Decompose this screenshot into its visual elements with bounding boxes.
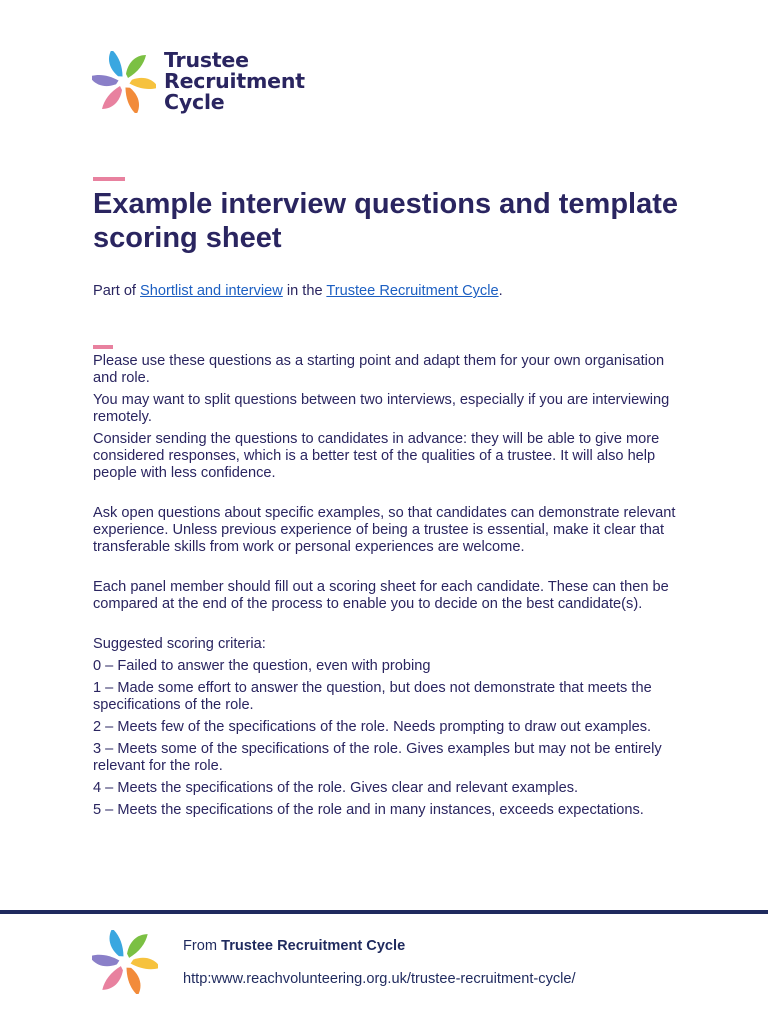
shortlist-interview-link[interactable]: Shortlist and interview xyxy=(140,283,283,299)
criteria-item-2: 2 – Meets few of the specifications of the role. Needs prompting to draw out examples. xyxy=(93,719,652,735)
footer-from-prefix: From xyxy=(183,938,222,954)
paragraph-split-interviews: You may want to split questions between two interviews, especially if you are interviewing remotely. xyxy=(93,392,670,425)
footer-rule xyxy=(0,910,768,914)
paragraph-adapt-questions: Please use these questions as a starting point and adapt them for your own organisation and role. xyxy=(93,353,665,386)
logo-line-1: Trustee xyxy=(164,48,249,72)
logo-wordmark xyxy=(164,50,305,113)
criteria-heading: Suggested scoring criteria: xyxy=(93,636,266,652)
footer-url: http:www.reachvolunteering.org.uk/trustee-recruitment-cycle/ xyxy=(183,971,576,987)
criteria-item-5: 5 – Meets the specifications of the role and in many instances, exceeds expectations. xyxy=(93,802,644,818)
paragraph-scoring-sheet: Each panel member should fill out a scoring sheet for each candidate. These can then be compared at the end of the process to enable you to decide on the best candidate(s). xyxy=(93,579,669,612)
trustee-recruitment-cycle-link[interactable]: Trustee Recruitment Cycle xyxy=(326,283,499,299)
pinwheel-logo-icon xyxy=(92,51,156,113)
paragraph-send-in-advance: Consider sending the questions to candidates in advance: they will be able to give more considered responses, which is a better test of the qualities of a trustee. It will also help people with less confidence. xyxy=(93,431,660,481)
body-content xyxy=(93,353,683,824)
intro-prefix: Part of xyxy=(93,283,141,299)
section-accent-bar xyxy=(93,345,113,349)
intro-line xyxy=(93,282,503,300)
criteria-item-0: 0 – Failed to answer the question, even with probing xyxy=(93,658,431,674)
intro-middle: in the xyxy=(282,283,327,299)
footer-from-name: Trustee Recruitment Cycle xyxy=(221,938,406,954)
page-title: Example interview questions and template scoring sheet xyxy=(93,188,678,254)
title-accent-bar xyxy=(93,177,125,181)
criteria-item-4: 4 – Meets the specifications of the role. Gives clear and relevant examples. xyxy=(93,780,579,796)
criteria-item-3: 3 – Meets some of the specifications of the role. Gives examples but may not be entirely relevant for the role. xyxy=(93,741,662,774)
footer-from xyxy=(183,937,405,955)
logo-line-2: Recruitment xyxy=(164,69,305,93)
pinwheel-logo-icon xyxy=(92,930,158,994)
logo-line-3: Cycle xyxy=(164,90,225,114)
criteria-item-1: 1 – Made some effort to answer the question, but does not demonstrate that meets the specifications of the role. xyxy=(93,680,652,713)
intro-suffix: . xyxy=(498,283,503,299)
footer-logo xyxy=(92,930,158,999)
header-logo xyxy=(92,50,305,113)
paragraph-open-questions: Ask open questions about specific examples, so that candidates can demonstrate relevant experience. Unless previous experience of being a trustee is essential, make it clear that transferable skills from work or personal experiences are welcome. xyxy=(93,505,676,555)
